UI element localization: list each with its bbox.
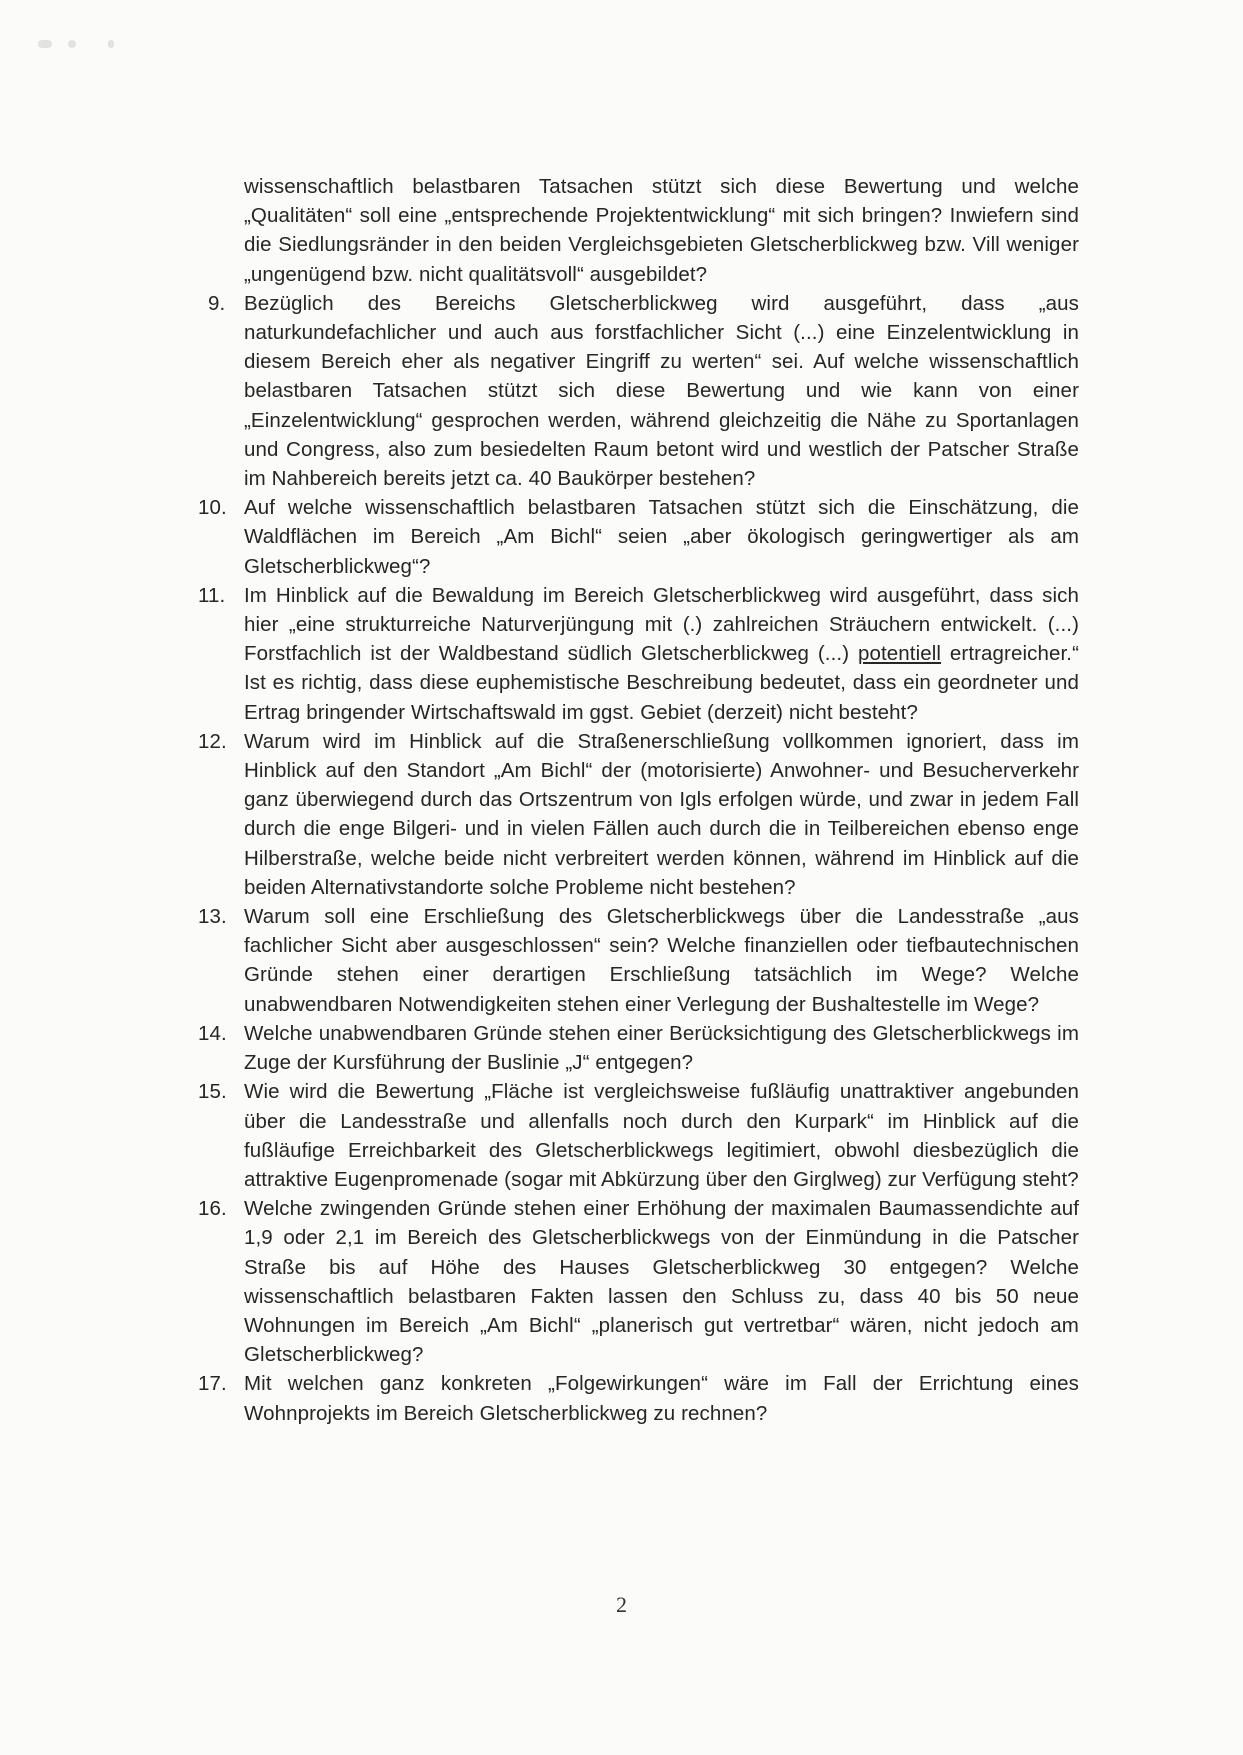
list-item bbox=[198, 1369, 1079, 1427]
item-number: 15. bbox=[198, 1080, 227, 1104]
item-text bbox=[244, 584, 1079, 724]
item-number: 12. bbox=[198, 729, 227, 753]
item-text: Auf welche wissenschaftlich belastbaren Tatsachen stützt sich die Einschätzung, die Waldflächen im Bereich „Am Bichl“ seien „aber ökologisch geringwertiger als am Gletscherblickweg“? bbox=[244, 496, 1079, 578]
scan-artifact bbox=[108, 40, 114, 48]
item-number: 16. bbox=[198, 1197, 227, 1221]
list-item bbox=[198, 1019, 1079, 1077]
list-item bbox=[210, 289, 1079, 493]
page-number: 2 bbox=[616, 1592, 627, 1617]
intro-paragraph: wissenschaftlich belastbaren Tatsachen stützt sich diese Bewertung und welche „Qualitäten“ soll eine „entsprechende Projektentwicklung“ mit sich bringen? Inwiefern sind die Siedlungsränder in den beiden Vergleichsgebieten Gletscherblickweg bzw. Vill weniger „ungenügend bzw. nicht qualitätsvoll“ ausgebildet? bbox=[244, 175, 1079, 286]
scan-artifact bbox=[38, 40, 52, 48]
item-number: 13. bbox=[198, 905, 227, 929]
item-number: 11. bbox=[198, 583, 226, 607]
item-text: Warum wird im Hinblick auf die Straßenerschließung vollkommen ignoriert, dass im Hinblick auf den Standort „Am Bichl“ der (motorisierte) Anwohner- und Besucherverkehr ganz überwiegend durch das Ortszentrum von Igls erfolgen würde, und zwar in jedem Fall durch die enge Bilgeri- und in vielen Fällen auch durch die in Teilbereichen ebenso enge Hilberstraße, welche beide nicht verbreitert werden können, während im Hinblick auf die beiden Alternativstandorte solche Probleme nicht bestehen? bbox=[244, 729, 1079, 899]
scan-artifact bbox=[68, 40, 76, 48]
document-body bbox=[198, 172, 1080, 1428]
item-text: Welche zwingenden Gründe stehen einer Erhöhung der maximalen Baumassendichte auf 1,9 oder 2,1 im Bereich des Gletscherblickwegs von der Einmündung in die Patscher Straße bis auf Höhe des Hauses Gletscherblickweg 30 entgegen? Welche wissenschaftlich belastbaren Fakten lassen den Schluss zu, dass 40 bis 50 neue Wohnungen im Bereich „Am Bichl“ „planerisch gut vertretbar“ wären, nicht jedoch am Gletscherblickweg? bbox=[244, 1197, 1079, 1367]
underlined-word: potentiell bbox=[857, 642, 942, 666]
item-number: 17. bbox=[198, 1372, 227, 1396]
item-text: Welche unabwendbaren Gründe stehen einer Berücksichtigung des Gletscherblickwegs im Zuge der Kursführung der Buslinie „J“ entgegen? bbox=[244, 1021, 1079, 1075]
item-text-part: Im Hinblick auf die Bewaldung im Bereich Gletscherblickweg wird ausgeführt, dass sich hier „eine strukturreiche Naturverjüngung mit (.) zahlreichen Sträuchern entwickelt. (...) Forstfachlich ist der Waldbestand südlich Gletscherblickweg (...) bbox=[244, 583, 1079, 666]
list-item bbox=[198, 902, 1079, 1019]
item-text: Warum soll eine Erschließung des Gletscherblickwegs über die Landesstraße „aus fachlicher Sicht aber ausgeschlossen“ sein? Welche finanziellen oder tiefbautechnischen Gründe stehen einer derartigen Erschließung tatsächlich im Wege? Welche unabwendbaren Notwendigkeiten stehen einer Verlegung der Bushaltestelle im Wege? bbox=[244, 905, 1079, 1016]
item-text: Mit welchen ganz konkreten „Folgewirkungen“ wäre im Fall der Errichtung eines Wohnprojekts im Bereich Gletscherblickweg zu rechnen? bbox=[244, 1372, 1079, 1425]
item-number: 14. bbox=[198, 1021, 227, 1045]
item-number: 10. bbox=[198, 496, 227, 520]
item-text-part: ertragreicher.“ Ist es richtig, dass diese euphemistische Beschreibung bedeutet, dass ein geordneter und Ertrag bringender Wirtschaftswald im ggst. Gebiet (derzeit) nicht besteht? bbox=[244, 642, 1080, 724]
question-list bbox=[198, 289, 1080, 1428]
list-item bbox=[198, 1194, 1079, 1369]
list-item bbox=[198, 1077, 1079, 1194]
item-text: Wie wird die Bewertung „Fläche ist vergleichsweise fußläufig unattraktiver angebunden über die Landesstraße und allenfalls noch durch den Kurpark“ im Hinblick auf die fußläufige Erreichbarkeit des Gletscherblickwegs legitimiert, obwohl diesbezüglich die attraktive Eugenpromenade (sogar mit Abkürzung über den Girglweg) zur Verfügung steht? bbox=[244, 1080, 1079, 1191]
list-item bbox=[198, 493, 1079, 581]
item-text: Bezüglich des Bereichs Gletscherblickweg wird ausgeführt, dass „aus naturkundefachlicher und auch aus forstfachlicher Sicht (...) eine Einzelentwicklung in diesem Bereich eher als negativer Eingriff zu werten“ sei. Auf welche wissenschaftlich belastbaren Tatsachen stützt sich diese Bewertung und wie kann von einer „Einzelentwicklung“ gesprochen werden, während gleichzeitig die Nähe zu Sportanlagen und Congress, also zum besiedelten Raum betont wird und westlich der Patscher Straße im Nahbereich bereits jetzt ca. 40 Baukörper bestehen? bbox=[244, 291, 1079, 491]
item-number: 9. bbox=[208, 291, 226, 315]
list-item bbox=[198, 727, 1079, 902]
list-item bbox=[198, 581, 1080, 727]
